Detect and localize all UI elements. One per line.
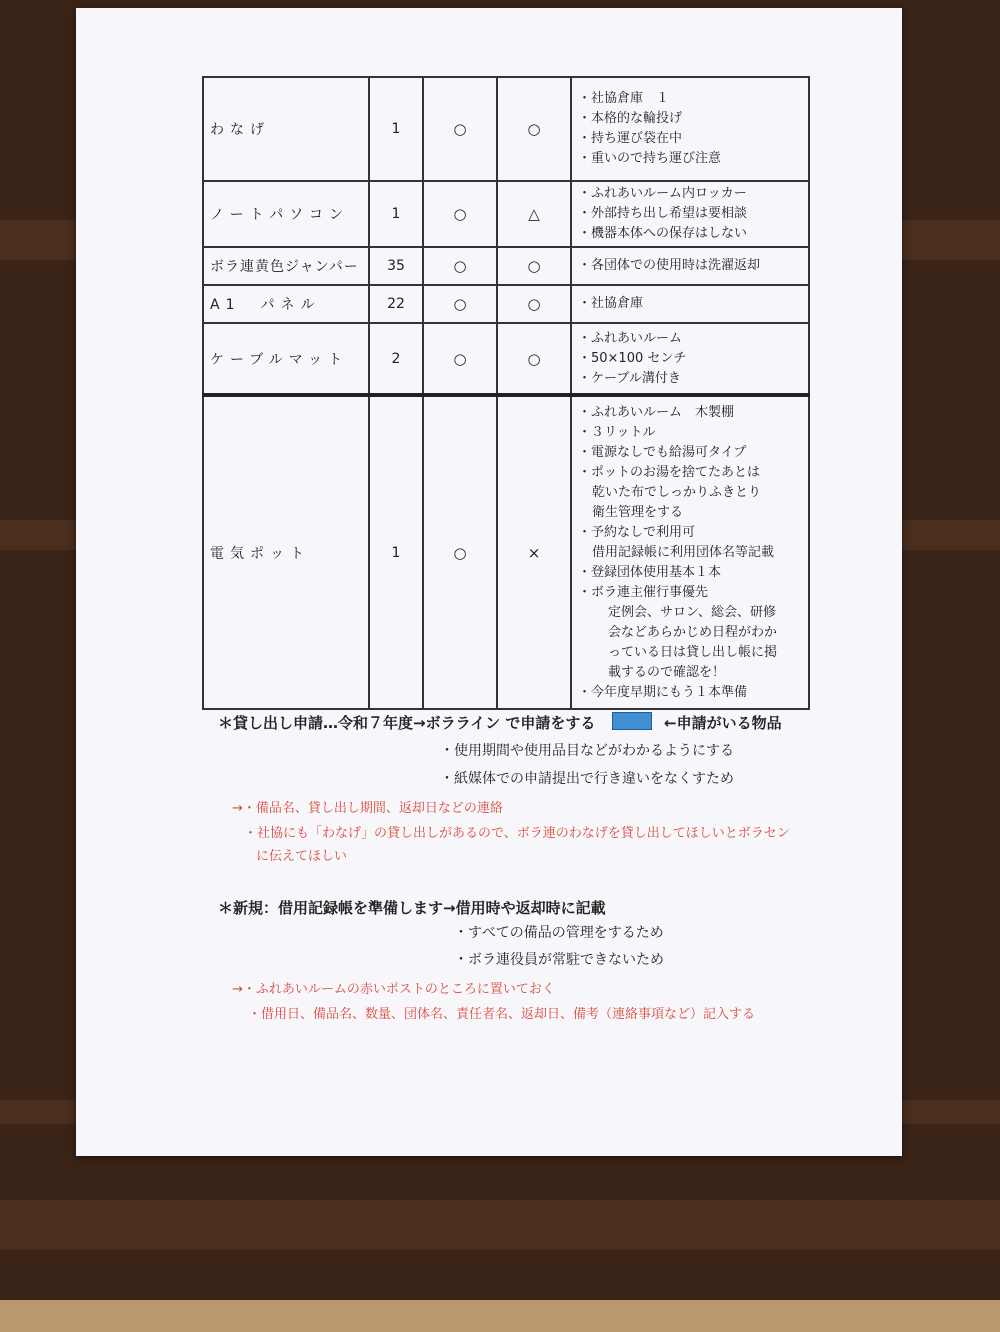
- table-row: [203, 395, 809, 709]
- reason-text: ・ボラ連役員が常駐できないため: [454, 952, 664, 968]
- item-qty: 1: [369, 395, 423, 709]
- item-qty: 22: [369, 285, 423, 323]
- red-note: →・備品名、貸し出し期間、返却日などの連絡: [232, 801, 503, 816]
- item-qty: 35: [369, 247, 423, 285]
- wood-grain: [0, 1200, 1000, 1250]
- item-mark: ○: [497, 285, 571, 323]
- item-mark: ○: [423, 395, 497, 709]
- item-mark: △: [497, 181, 571, 247]
- item-qty: 2: [369, 323, 423, 395]
- table-row: [203, 77, 809, 181]
- legend-swatch: [612, 712, 652, 730]
- item-qty: 1: [369, 77, 423, 181]
- item-mark: ○: [497, 247, 571, 285]
- red-note: →・ふれあいルームの赤いポストのところに置いておく: [232, 982, 555, 997]
- table-row: [203, 323, 809, 395]
- red-note: ・借用日、備品名、数量、団体名、責任者名、返却日、備考（連絡事項など）記入する: [248, 1007, 756, 1022]
- new-record-heading: ＊新規：借用記録帳を準備します→借用時や返却時に記載: [218, 899, 606, 917]
- item-mark: ○: [423, 181, 497, 247]
- item-notes: ・ふれあいルーム内ロッカー ・外部持ち出し希望は要相談 ・機器本体への保存はしない: [571, 181, 809, 247]
- item-name: ボラ連黄色ジャンパー: [203, 247, 369, 285]
- equipment-table: [202, 76, 810, 710]
- item-notes: ・社協倉庫: [571, 285, 809, 323]
- item-name: 電気ポット: [203, 395, 369, 709]
- item-name: ノートパソコン: [203, 181, 369, 247]
- table-row: [203, 247, 809, 285]
- item-notes: ・各団体での使用時は洗濯返却: [571, 247, 809, 285]
- item-mark: ×: [497, 395, 571, 709]
- table-row: [203, 181, 809, 247]
- item-name: わなげ: [203, 77, 369, 181]
- red-note: ・社協にも「わなげ」の貸し出しがあるので、ボラ連のわなげを貸し出してほしいとボラセン: [244, 826, 790, 841]
- item-mark: ○: [423, 285, 497, 323]
- red-note: に伝えてほしい: [256, 849, 348, 864]
- item-notes: ・社協倉庫 １ ・本格的な輪投げ ・持ち運び袋在中 ・重いので持ち運び注意: [571, 77, 809, 181]
- item-qty: 1: [369, 181, 423, 247]
- reason-text: ・使用期間や使用品目などがわかるようにする: [440, 743, 734, 759]
- item-mark: ○: [423, 247, 497, 285]
- item-name: ケーブルマット: [203, 323, 369, 395]
- item-mark: ○: [423, 77, 497, 181]
- item-mark: ○: [497, 323, 571, 395]
- item-notes: ・ふれあいルーム 木製棚 ・３リットル ・電源なしでも給湯可タイプ ・ポットのお湯を捨てたあとは 乾いた布でしっかりふきとり 衛生管理をする ・予約なしで利用可 借用記録帳に利用団体名等記載 ・登録団体使用基本１本 ・ボラ連主催行事優先 定例会、サロン、総会、研修 会などあらかじめ日程がわか っている日は貸し出し帳に掲 載するので確認を！ ・今年度早期にもう１本準備: [571, 395, 809, 709]
- reason-text: ・紙媒体での申請提出で行き違いをなくすため: [440, 771, 734, 787]
- item-mark: ○: [497, 77, 571, 181]
- reason-text: ・すべての備品の管理をするため: [454, 925, 664, 941]
- table-row: [203, 285, 809, 323]
- item-notes: ・ふれあいルーム ・50×100 センチ ・ケーブル溝付き: [571, 323, 809, 395]
- floor: [0, 1300, 1000, 1332]
- legend-label: ←申請がいる物品: [664, 714, 782, 732]
- item-mark: ○: [423, 323, 497, 395]
- item-name: A1 パネル: [203, 285, 369, 323]
- loan-request-heading: ＊貸し出し申請…令和７年度→ボラライン で申請をする: [218, 714, 596, 732]
